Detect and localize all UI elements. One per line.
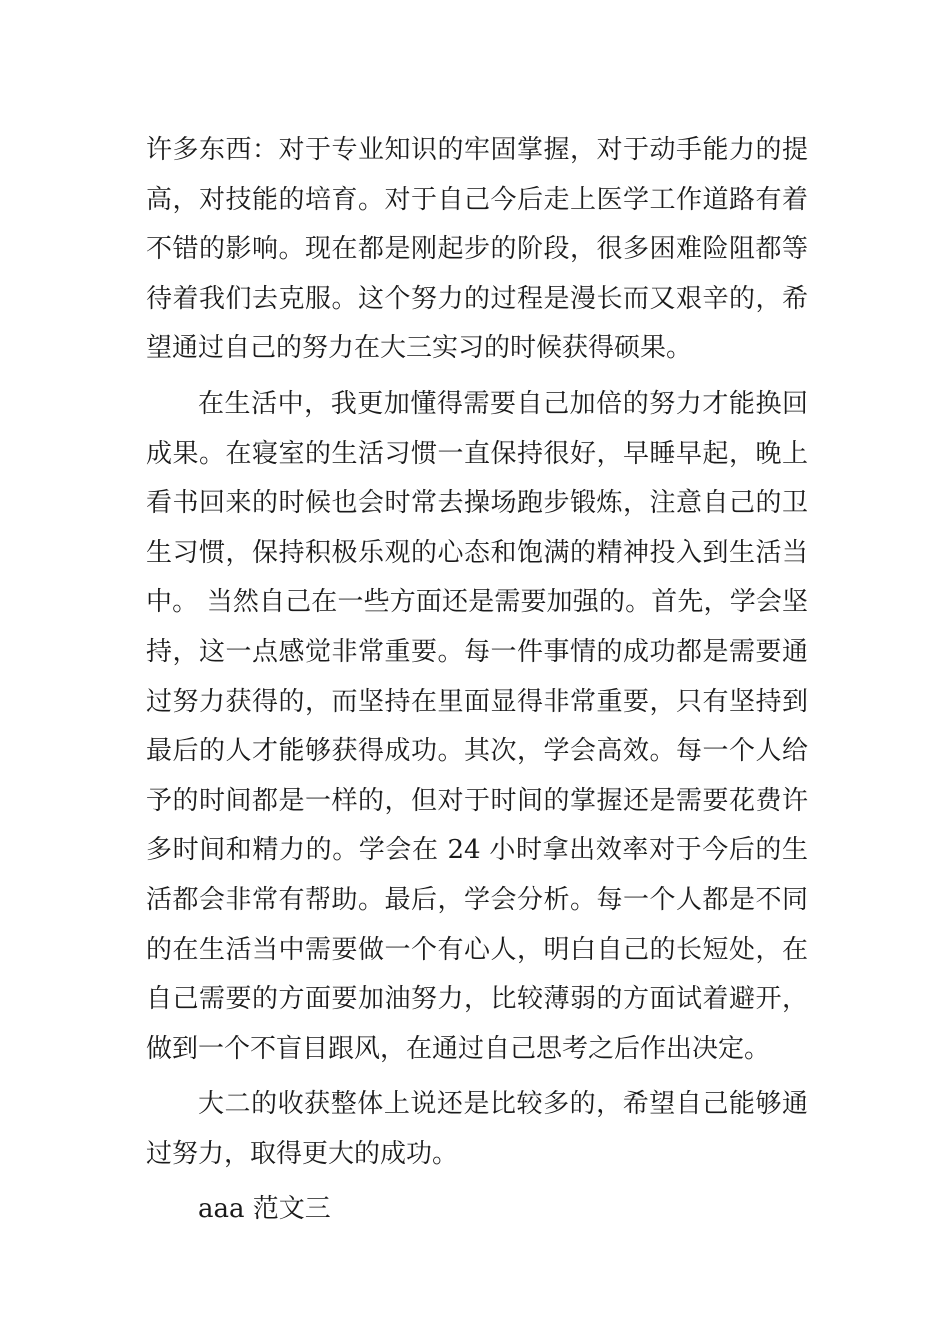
paragraph-life: 在生活中，我更加懂得需要自己加倍的努力才能换回成果。在寝室的生活习惯一直保持很好，早睡早起，晚上看书回来的时候也会时常去操场跑步锻炼，注意自己的卫生习惯，保持积极乐观的心态和饱满的精神投入到生活当中。 当然自己在一些方面还是需要加强的。首先，学会坚持，这一点感觉非常重要。每一件事情的成功都是需要通过努力获得的，而坚持在里面显得非常重要，只有坚持到最后的人才能够获得成功。其次，学会高效。每一个人给予的时间都是一样的，但对于时间的掌握还是需要花费许多时间和精力的。学会在 24 小时拿出效率对于今后的生活都会非常有帮助。最后，学会分析。每一个人都是不同的在生活当中需要做一个有心人，明白自己的长短处，在自己需要的方面要加油努力，比较薄弱的方面试着避开，做到一个不盲目跟风，在通过自己思考之后作出决定。 [146,388,808,1064]
section-heading: aaa 范文三 [198,1194,331,1225]
document-body [146,126,808,1235]
paragraph-continued: 许多东西：对于专业知识的牢固掌握，对于动手能力的提高，对技能的培育。对于自己今后走上医学工作道路有着不错的影响。现在都是刚起步的阶段，很多困难险阻都等待着我们去克服。这个努力的过程是漫长而又艰辛的，希望通过自己的努力在大三实习的时候获得硕果。 [146,135,808,364]
paragraph-summary: 大二的收获整体上说还是比较多的，希望自己能够通过努力，取得更大的成功。 [146,1089,808,1169]
